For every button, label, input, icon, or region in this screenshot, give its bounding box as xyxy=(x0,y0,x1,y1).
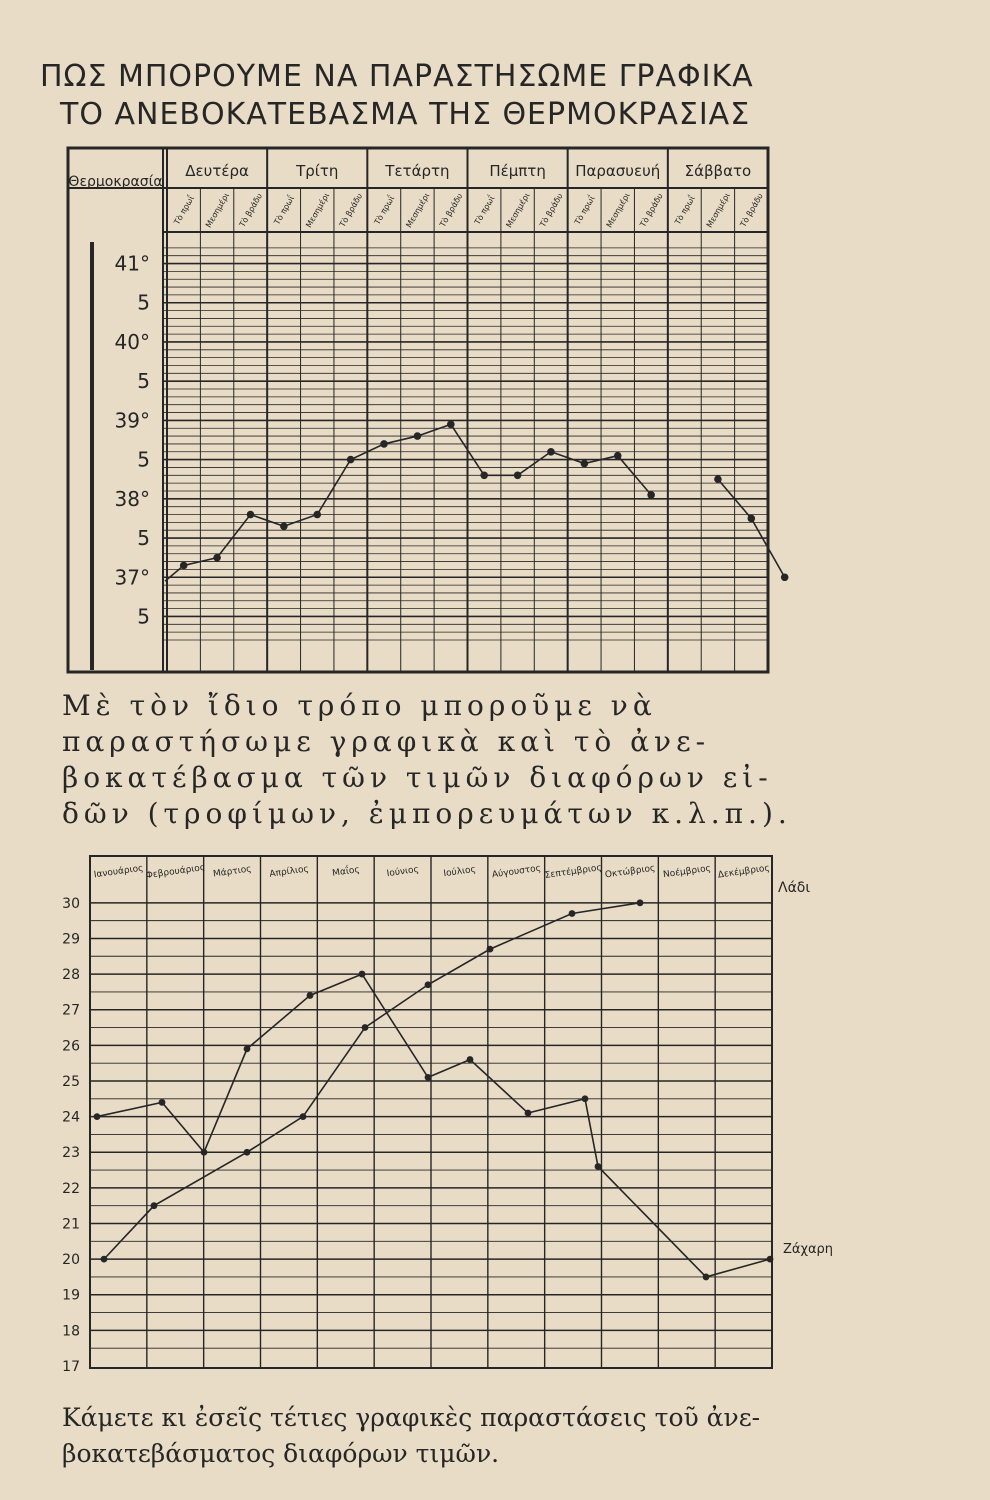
page-title xyxy=(40,58,940,134)
chart2-data-point xyxy=(767,1256,774,1263)
chart2-month-label: Ιανουάριος xyxy=(93,863,145,881)
chart2-data-point xyxy=(300,1113,307,1120)
chart1-period-label: Τὸ βράδυ xyxy=(237,191,265,229)
footer-line: Κάμετε κι ἐσεῖς τέτιες γραφικὲς παραστάσεις τοῦ ἀνε- xyxy=(62,1403,761,1432)
chart1-y-tick-label: 40° xyxy=(114,329,150,354)
chart1-y-tick-label: 5 xyxy=(137,369,150,394)
chart1-period-label: Μεσημέρι xyxy=(404,191,432,230)
chart2-month-label: Οκτώβριος xyxy=(604,863,656,881)
paragraph-line: παραστήσωμε γραφικὰ καὶ τὸ ἀνε- xyxy=(62,725,711,758)
chart1-period-label: Μεσημέρι xyxy=(704,191,732,230)
chart2-data-point xyxy=(525,1110,532,1117)
chart1-data-point xyxy=(480,471,488,479)
chart2-data-point xyxy=(201,1149,208,1156)
exercise-text xyxy=(62,1400,922,1472)
chart1-y-tick-label: 37° xyxy=(114,565,150,590)
chart2-data-point xyxy=(637,899,644,906)
chart1-y-tick-label: 5 xyxy=(137,604,150,629)
chart2-data-point xyxy=(94,1113,101,1120)
chart1-data-point xyxy=(447,421,455,429)
chart2-y-tick-label: 30 xyxy=(62,895,80,912)
chart1-y-tick-label: 41° xyxy=(114,251,150,276)
chart2-y-tick-label: 26 xyxy=(62,1038,80,1055)
chart1-data-point xyxy=(347,456,355,464)
chart1-y-tick-label: 39° xyxy=(114,408,150,433)
chart1-day-label: Πέμπτη xyxy=(489,162,546,180)
chart2-month-label: Αύγουστος xyxy=(491,863,542,881)
chart1-period-label: Τὸ βράδυ xyxy=(738,191,765,229)
chart2-month-label: Μάρτιος xyxy=(212,864,253,880)
chart2-month-label: Δεκέμβριος xyxy=(717,863,771,881)
chart2-data-point xyxy=(569,910,576,917)
chart2-frame xyxy=(90,856,772,1368)
chart1-day-label: Δευτέρα xyxy=(185,162,249,180)
chart1-period-label: Τὸ βράδυ xyxy=(538,191,565,229)
footer-line: βοκατεβάσματος διαφόρων τιμῶν. xyxy=(62,1439,500,1468)
title-line-2: ΤΟ ΑΝΕΒΟΚΑΤΕΒΑΣΜΑ ΤΗΣ ΘΕΡΜΟΚΡΑΣΙΑΣ xyxy=(60,97,751,132)
chart1-data-point xyxy=(614,452,622,460)
chart1-period-label: Τὸ πρωΐ xyxy=(372,194,397,227)
chart1-period-label: Τὸ βράδυ xyxy=(638,191,665,229)
chart2-y-tick-label: 27 xyxy=(62,1002,80,1019)
chart2-data-point xyxy=(425,981,432,988)
chart2-series-label: Λάδι xyxy=(778,880,811,896)
chart1-period-label: Τὸ πρωΐ xyxy=(172,194,196,227)
chart1-period-label: Μεσημέρι xyxy=(203,191,232,230)
chart1-y-tick-label: 5 xyxy=(137,447,150,472)
chart1-data-point xyxy=(414,432,422,440)
paragraph-line: δῶν (τροφίμων, ἐμπορευμάτων κ.λ.π.). xyxy=(62,797,792,830)
chart1-y-tick-label: 5 xyxy=(137,526,150,551)
chart1-data-point xyxy=(313,511,321,519)
chart2-y-tick-label: 19 xyxy=(62,1287,80,1304)
chart2-data-point xyxy=(101,1256,108,1263)
chart1-series-line xyxy=(165,424,651,581)
chart2-y-tick-label: 29 xyxy=(62,931,80,948)
title-line-1: ΠΩΣ ΜΠΟΡΟΥΜΕ ΝΑ ΠΑΡΑΣΤΗΣΩΜΕ ΓΡΑΦΙΚΑ xyxy=(40,59,754,94)
chart1-corner-label: Θερμοκρασία xyxy=(68,174,163,190)
chart1-data-point xyxy=(380,440,388,448)
chart2-data-point xyxy=(307,992,314,999)
chart2-data-point xyxy=(359,971,366,978)
chart2-y-tick-label: 25 xyxy=(62,1073,80,1090)
chart2-data-point xyxy=(244,1149,251,1156)
chart2-y-tick-label: 18 xyxy=(62,1323,80,1340)
chart2-y-tick-label: 21 xyxy=(62,1216,80,1233)
chart1-y-tick-label: 5 xyxy=(137,290,150,315)
paragraph-line: Μὲ τὸν ἴδιο τρόπο μποροῦμε νὰ xyxy=(62,689,657,722)
chart1-data-point xyxy=(781,573,789,581)
chart1-day-label: Σάββατο xyxy=(684,162,752,180)
paragraph-line: βοκατέβασμα τῶν τιμῶν διαφόρων εἰ- xyxy=(62,761,773,794)
chart1-period-label: Τὸ πρωΐ xyxy=(472,194,497,227)
chart2-month-label: Νοέμβριος xyxy=(662,863,712,881)
chart2-month-label: Μαΐος xyxy=(331,865,361,879)
chart2-data-point xyxy=(595,1163,602,1170)
chart1-day-label: Παρασυευή xyxy=(575,162,661,180)
chart2-series-line xyxy=(104,903,640,1259)
chart2-y-tick-label: 24 xyxy=(62,1109,80,1126)
chart1-data-point xyxy=(547,448,555,456)
explanation-paragraph xyxy=(62,688,822,832)
chart2-data-point xyxy=(703,1274,710,1281)
chart1-series-line xyxy=(718,479,785,577)
chart1-data-point xyxy=(581,460,589,468)
chart1-period-label: Μεσημέρι xyxy=(504,191,532,230)
chart2-data-point xyxy=(244,1045,251,1052)
chart1-data-point xyxy=(180,562,188,570)
chart2-month-label: Ιούλιος xyxy=(442,864,477,880)
chart1-period-label: Τὸ βράδυ xyxy=(337,191,365,229)
chart1-data-point xyxy=(647,491,655,499)
chart2-data-point xyxy=(487,946,494,953)
chart2-y-tick-label: 22 xyxy=(62,1180,80,1197)
chart1-data-point xyxy=(213,554,221,562)
chart1-frame xyxy=(68,148,768,672)
chart2-series-line xyxy=(97,974,770,1277)
chart1-data-point xyxy=(714,475,722,483)
chart1-period-label: Μεσημέρι xyxy=(604,191,632,230)
chart2-month-label: Σεπτέμβριος xyxy=(544,863,603,881)
chart2-data-point xyxy=(362,1024,369,1031)
chart2-data-point xyxy=(159,1099,166,1106)
chart2-y-tick-label: 23 xyxy=(62,1145,80,1162)
chart2-data-point xyxy=(582,1095,589,1102)
chart1-data-point xyxy=(280,522,288,530)
chart2-series-label: Ζάχαρη xyxy=(783,1242,834,1257)
chart1-period-label: Τὸ πρωΐ xyxy=(673,194,697,227)
chart2-month-label: Απρίλιος xyxy=(268,864,310,880)
chart1-data-point xyxy=(247,511,255,519)
chart2-y-tick-label: 20 xyxy=(62,1252,80,1269)
chart1-y-tick-label: 38° xyxy=(114,486,150,511)
chart2-data-point xyxy=(467,1056,474,1063)
chart1-day-label: Τρίτη xyxy=(296,162,339,180)
chart1-period-label: Τὸ πρωΐ xyxy=(272,194,297,227)
chart1-day-label: Τετάρτη xyxy=(385,162,450,180)
chart1-period-label: Μεσημέρι xyxy=(304,191,332,230)
chart2-month-label: Φεβρουάριος xyxy=(145,862,206,882)
chart1-period-label: Τὸ πρωΐ xyxy=(572,194,597,227)
chart2-y-tick-label: 28 xyxy=(62,967,80,984)
chart2-y-tick-label: 17 xyxy=(62,1359,80,1375)
chart1-data-point xyxy=(748,515,756,523)
chart1-data-point xyxy=(514,471,522,479)
chart1-period-label: Τὸ βράδυ xyxy=(438,191,465,229)
chart2-data-point xyxy=(151,1202,158,1209)
chart2-data-point xyxy=(425,1074,432,1081)
chart2-month-label: Ιούνιος xyxy=(386,864,420,880)
